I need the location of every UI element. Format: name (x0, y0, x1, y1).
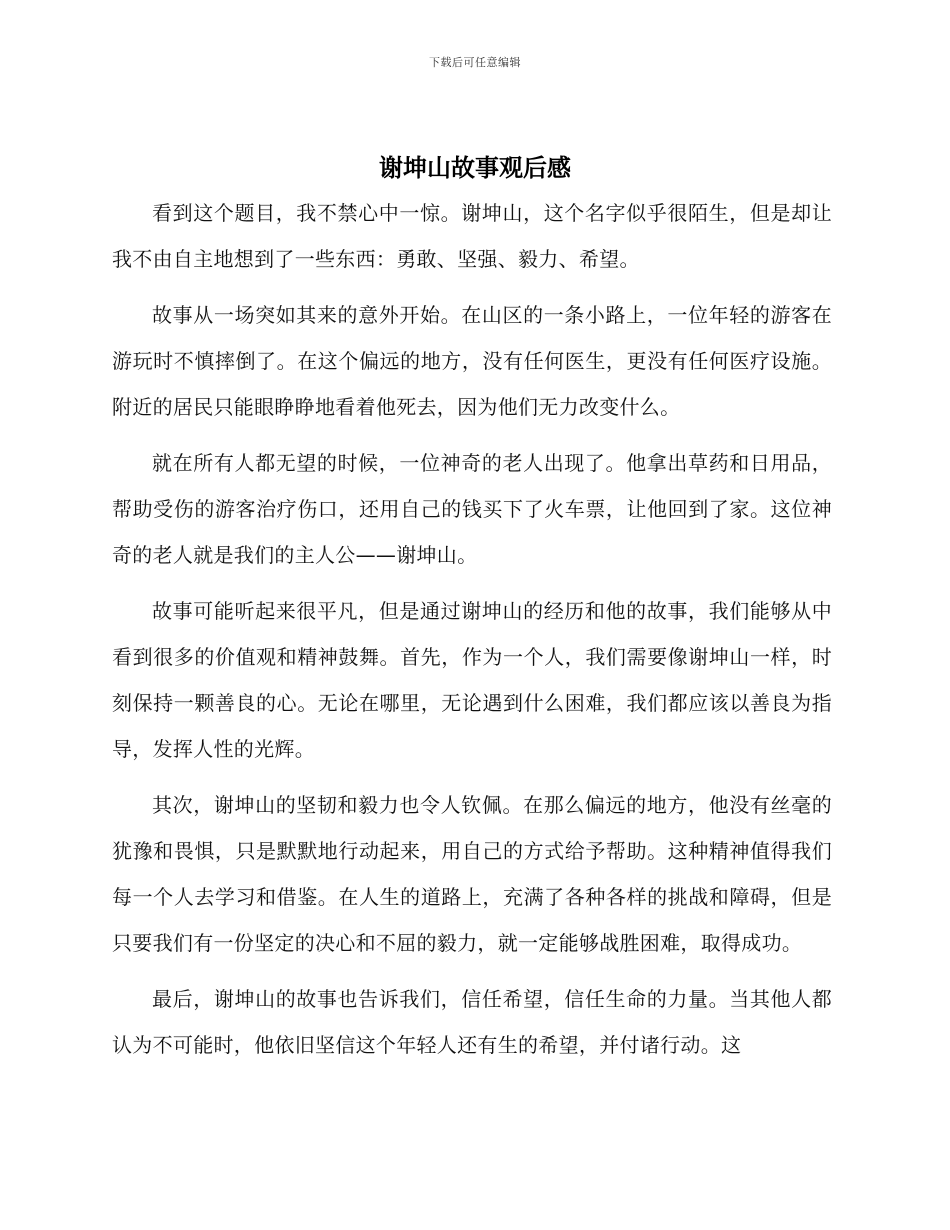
paragraph-3: 就在所有人都无望的时候，一位神奇的老人出现了。他拿出草药和日用品，帮助受伤的游客治疗伤口，还用自己的钱买下了火车票，让他回到了家。这位神奇的老人就是我们的主人公——谢坤山。 (112, 451, 832, 567)
document-body (112, 190, 832, 1078)
document-title: 谢坤山故事观后感 (379, 154, 571, 182)
paragraph-6: 最后，谢坤山的故事也告诉我们，信任希望，信任生命的力量。当其他人都认为不可能时，他依旧坚信这个年轻人还有生的希望，并付诸行动。这 (112, 987, 832, 1057)
header-note: 下载后可任意编辑 (429, 56, 521, 69)
paragraph-4: 故事可能听起来很平凡，但是通过谢坤山的经历和他的故事，我们能够从中看到很多的价值观和精神鼓舞。首先，作为一个人，我们需要像谢坤山一样，时刻保持一颗善良的心。无论在哪里，无论遇到什么困难，我们都应该以善良为指导，发挥人性的光辉。 (112, 599, 832, 761)
paragraph-5: 其次，谢坤山的坚韧和毅力也令人钦佩。在那么偏远的地方，他没有丝毫的犹豫和畏惧，只是默默地行动起来，用自己的方式给予帮助。这种精神值得我们每一个人去学习和借鉴。在人生的道路上，充满了各种各样的挑战和障碍，但是只要我们有一份坚定的决心和不屈的毅力，就一定能够战胜困难，取得成功。 (112, 793, 832, 955)
paragraph-2: 故事从一场突如其来的意外开始。在山区的一条小路上，一位年轻的游客在游玩时不慎摔倒了。在这个偏远的地方，没有任何医生，更没有任何医疗设施。附近的居民只能眼睁睁地看着他死去，因为他们无力改变什么。 (112, 303, 832, 419)
paragraph-1: 看到这个题目，我不禁心中一惊。谢坤山，这个名字似乎很陌生，但是却让我不由自主地想到了一些东西：勇敢、坚强、毅力、希望。 (112, 201, 832, 271)
